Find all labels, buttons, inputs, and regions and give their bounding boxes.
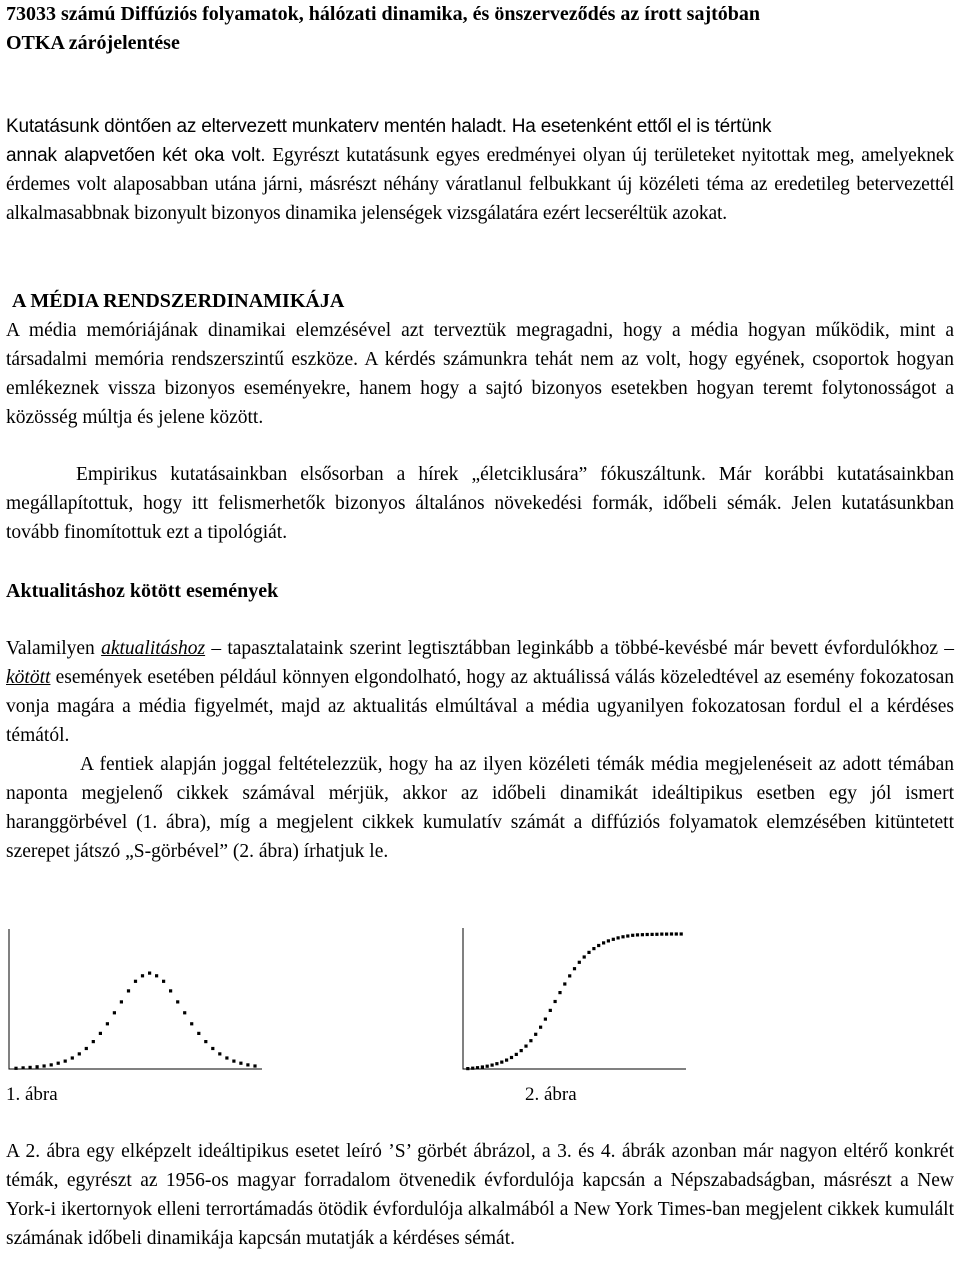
intro-paragraph — [6, 112, 954, 228]
data-point — [50, 1063, 53, 1066]
data-point — [162, 980, 165, 983]
data-point — [621, 935, 624, 938]
data-point — [583, 955, 586, 958]
final-paragraph: A 2. ábra egy elképzelt ideáltipikus esetet leíró ’S’ görbét ábrázol, a 3. és 4. ábrák azonban már nagyon eltérő konkrét témák, egyrészt az 1956-os magyar forradalom ötvenedik évfordulója kapcsán a Népszabadságban, másrészt a New York-i ikertornyok elleni terrortámadás ötödik évfordulója alkalmából a New York Times-ban megjelent cikkek kumulált számának időbeli dinamikája kapcsán mutatják a kérdéses sémát. — [6, 1141, 954, 1249]
term-aktualitashoz: aktualitáshoz — [101, 638, 206, 659]
data-point — [549, 1009, 552, 1012]
data-point — [476, 1066, 479, 1069]
data-point — [197, 1032, 200, 1035]
data-point — [232, 1060, 235, 1063]
data-point — [592, 947, 595, 950]
empirical-text: Empirikus kutatásainkban elsősorban a hírek „életciklusára” fókuszáltunk. Már korábbi kutatásainkban megállapítottuk, hogy itt felismerhetők bizonyos általános növekedési formák, időbeli sémák. Jelen kutatásunkban tovább finomítottuk ezt a tipológiát. — [6, 464, 954, 543]
data-point — [524, 1045, 527, 1048]
data-point — [190, 1022, 193, 1025]
data-point — [587, 951, 590, 954]
chart-axes — [463, 928, 686, 1069]
data-point — [651, 933, 654, 936]
data-point — [57, 1062, 60, 1065]
data-point — [515, 1053, 518, 1056]
data-point — [99, 1032, 102, 1035]
data-point — [253, 1064, 256, 1067]
fentiek-paragraph — [6, 750, 954, 866]
data-point — [631, 934, 634, 937]
data-point — [113, 1011, 116, 1014]
data-point — [471, 1067, 474, 1070]
data-point — [176, 1000, 179, 1003]
data-point — [529, 1039, 532, 1042]
data-point — [183, 1011, 186, 1014]
data-point — [660, 933, 663, 936]
data-point — [14, 1067, 17, 1070]
data-point — [85, 1047, 88, 1050]
data-point — [466, 1067, 469, 1070]
data-point — [491, 1064, 494, 1067]
data-point — [141, 974, 144, 977]
data-point — [36, 1065, 39, 1068]
data-point — [539, 1026, 542, 1029]
data-point — [675, 932, 678, 935]
data-point — [534, 1033, 537, 1036]
data-point — [225, 1056, 228, 1059]
aktual-text-c: események esetében például könnyen elgondolható, hogy az aktuálissá válás közeledtével az esemény fokozatosan vonja magára a média figyelmét, majd az aktualitás elmúltával a média ugyanilyen fokozatosan fordul el a kérdéses témától. — [6, 667, 954, 746]
data-point — [510, 1056, 513, 1059]
fentiek-text: A fentiek alapján joggal feltételezzük, hogy ha az ilyen közéleti témák média megjelenéseit az adott témában naponta megjelenő cikkek számával mérjük, akkor az időbeli dinamikát ideáltipikus esetben egy jól ismert haranggörbével (1. ábra), míg a megjelent cikkek kumulatív számát a diffúziós folyamatok elemzésében kitüntetett szerepet játszó „S-görbével” (2. ábra) írhatjuk le. — [6, 754, 954, 862]
intro-line-1: Kutatásunk döntően az eltervezett munkaterv mentén haladt. Ha esetenként ettől el is tértünk — [6, 116, 772, 137]
data-point — [573, 967, 576, 970]
data-point — [602, 941, 605, 944]
media-paragraph: A média memóriájának dinamikai elemzésével azt terveztük megragadni, hogy a média hogyan működik, mint a társadalmi memória rendszerszintű eszköze. A kérdés számunkra tehát nem az volt, hogy egyének, csoportok hogyan emlékeznek vissza bizonyos eseményekre, hanem hogy a sajtó bizonyos esetekben hogyan teremt folytonosságot a közösség múltja és jelene között. — [6, 320, 954, 428]
data-point — [558, 991, 561, 994]
data-point — [612, 938, 615, 941]
data-point — [665, 933, 668, 936]
figure-2-s-curve — [460, 926, 690, 1076]
data-point — [78, 1052, 81, 1055]
data-point — [22, 1066, 25, 1069]
empirical-paragraph — [6, 460, 954, 547]
document-title — [6, 0, 954, 58]
data-point — [134, 980, 137, 983]
data-point — [655, 933, 658, 936]
data-point — [239, 1062, 242, 1065]
intro-rest: Egyrészt kutatásunk egyes eredményei olyan új területeket nyitottak meg, amelyeknek érdemes volt alaposabban utána járni, másrészt néhány váratlanul felbukkant új közéleti téma az eredetileg betervezettél alkalmasabbnak bizonyult bizonyos dinamika jelenségek vizsgálatára ezért lecseréltük azokat. — [6, 145, 954, 224]
data-point — [64, 1060, 67, 1063]
data-point — [246, 1063, 249, 1066]
data-point — [646, 933, 649, 936]
data-point — [106, 1022, 109, 1025]
aktualitas-paragraph — [6, 634, 954, 750]
data-point — [169, 989, 172, 992]
data-point — [568, 974, 571, 977]
intro-line-2-start: annak alapvetően két oka volt. — [6, 145, 266, 166]
aktual-text-a: Valamilyen — [6, 638, 102, 659]
title-line-2: OTKA zárójelentése — [6, 32, 180, 54]
section-heading-aktualitas: Aktualitáshoz kötött események — [6, 580, 279, 602]
s-curve-chart — [460, 926, 690, 1076]
term-kotott: kötött — [6, 667, 51, 688]
data-point — [578, 961, 581, 964]
data-point — [211, 1047, 214, 1050]
data-point — [71, 1056, 74, 1059]
data-point — [155, 974, 158, 977]
data-point — [544, 1018, 547, 1021]
data-point — [680, 932, 683, 935]
data-point — [495, 1062, 498, 1065]
data-point — [670, 932, 673, 935]
data-point — [554, 1000, 557, 1003]
data-point — [520, 1049, 523, 1052]
data-point — [486, 1065, 489, 1068]
data-point — [626, 934, 629, 937]
data-point — [597, 944, 600, 947]
data-point — [505, 1059, 508, 1062]
data-point — [43, 1064, 46, 1067]
data-point — [218, 1052, 221, 1055]
chart-axes — [9, 929, 262, 1069]
data-point — [607, 939, 610, 942]
aktual-text-b: – tapasztalataink szerint legtisztábban leginkább a többé-kevésbé már bevett évfordulókhoz – — [205, 638, 955, 659]
title-line-1: 73033 számú Diffúziós folyamatok, hálózati dinamika, és önszerveződés az írott sajtóban — [6, 3, 761, 25]
data-point — [500, 1061, 503, 1064]
data-point — [563, 982, 566, 985]
data-point — [92, 1040, 95, 1043]
data-point — [148, 972, 151, 975]
figure-2-label: 2. ábra — [525, 1084, 577, 1105]
data-point — [204, 1040, 207, 1043]
bell-curve-chart — [6, 926, 266, 1076]
section-heading-media: A MÉDIA RENDSZERDINAMIKÁJA — [12, 290, 345, 312]
data-point — [127, 989, 130, 992]
figure-1-bell-curve — [6, 926, 266, 1076]
data-point — [481, 1065, 484, 1068]
data-point — [29, 1066, 32, 1069]
data-point — [120, 1000, 123, 1003]
figure-1-label: 1. ábra — [6, 1084, 58, 1105]
data-point — [641, 933, 644, 936]
data-point — [636, 933, 639, 936]
data-point — [617, 936, 620, 939]
